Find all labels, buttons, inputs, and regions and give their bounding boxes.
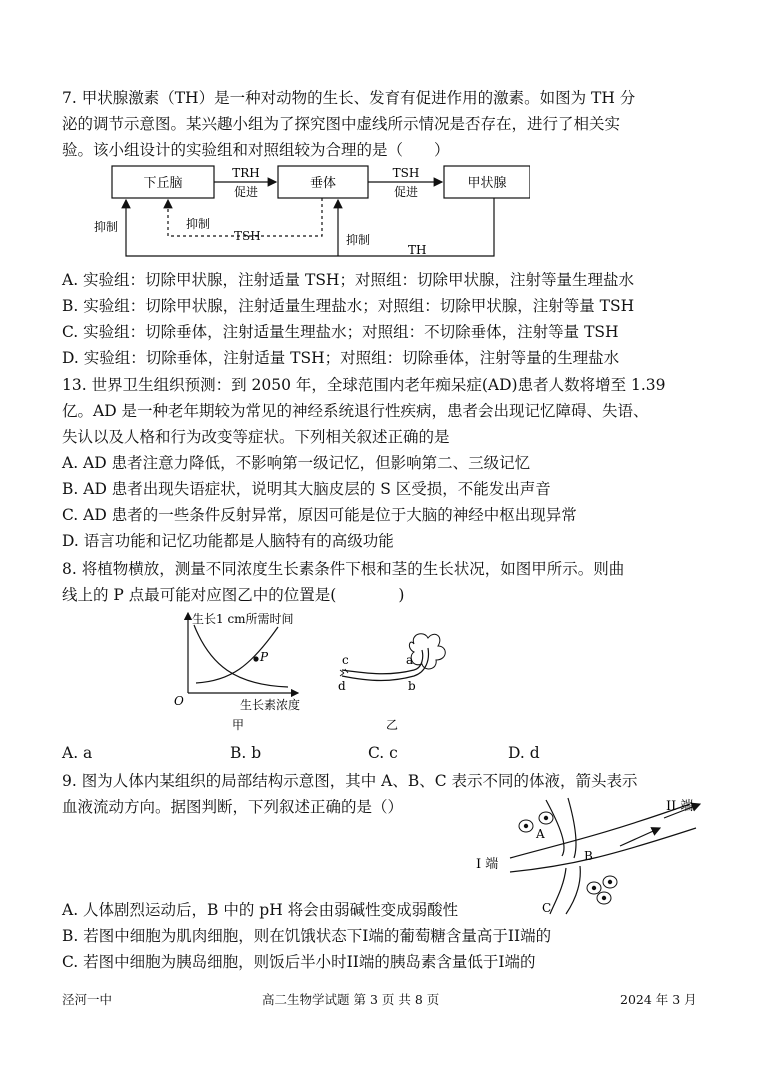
q9-option-a: A. 人体剧烈运动后，B 中的 pH 将会由弱碱性变成弱酸性 xyxy=(62,901,459,919)
plant-label-b: b xyxy=(408,679,416,693)
tsh-label: TSH xyxy=(392,166,420,180)
q7-stem-line-1: 7. 甲状腺激素（TH）是一种对动物的生长、发育有促进作用的激素。如图为 TH 分 xyxy=(62,89,636,107)
q7-option-a: A. 实验组：切除甲状腺，注射适量 TSH；对照组：切除甲状腺，注射等量生理盐水 xyxy=(62,271,634,289)
curve-decreasing xyxy=(194,625,288,687)
footer-page: 高二生物学试题 第 3 页 共 8 页 xyxy=(262,992,440,1007)
trh-label: TRH xyxy=(232,166,260,180)
q8-stem-line-1: 8. 将植物横放，测量不同浓度生长素条件下根和茎的生长状况，如图甲所示。则曲 xyxy=(62,560,625,578)
inhibit-label-dashed: 抑制 xyxy=(186,217,211,231)
q7-stem-line-2: 泌的调节示意图。某兴趣小组为了探究图中虚线所示情况是否存在，进行了相关实 xyxy=(62,115,621,133)
inhibit-label-left: 抑制 xyxy=(94,220,119,234)
point-p xyxy=(253,656,258,661)
q8-option-c: C. c xyxy=(368,744,398,762)
q13-option-c: C. AD 患者的一些条件反射异常，原因可能是位于大脑的神经中枢出现异常 xyxy=(62,506,577,524)
q13-option-a: A. AD 患者注意力降低，不影响第一级记忆，但影响第二、三级记忆 xyxy=(62,454,531,472)
q13-option-b: B. AD 患者出现失语症状，说明其大脑皮层的 S 区受损，不能发出声音 xyxy=(62,480,551,498)
tissue-structure-diagram xyxy=(470,796,706,918)
plant-label-d: d xyxy=(338,679,346,693)
end-1-label: I 端 xyxy=(476,857,499,872)
promote-label-2: 促进 xyxy=(393,185,419,199)
end-2-label: II 端 xyxy=(666,799,694,814)
q13-stem-line-3: 失认以及人格和行为改变等症状。下列相关叙述正确的是 xyxy=(62,428,450,446)
hypothalamus-label: 下丘脑 xyxy=(143,176,183,191)
q13-stem-line-2: 亿。AD 是一种老年期较为常见的神经系统退行性疾病，患者会出现记忆障碍、失语、 xyxy=(62,402,649,420)
th-label: TH xyxy=(408,243,427,257)
point-p-label: P xyxy=(260,650,269,664)
th-regulation-diagram xyxy=(90,160,530,266)
graph-origin: O xyxy=(174,694,184,708)
q7-option-b: B. 实验组：切除甲状腺，注射适量生理盐水；对照组：切除甲状腺，注射等量 TSH xyxy=(62,297,635,315)
graph-caption: 甲 xyxy=(232,718,245,732)
horizontal-plant-diagram xyxy=(330,630,460,735)
plant-label-c: c xyxy=(342,653,349,667)
q13-stem-line-1: 13. 世界卫生组织预测：到 2050 年，全球范围内老年痴呆症(AD)患者人数将增至 1.39 xyxy=(62,376,666,394)
promote-label-1: 促进 xyxy=(233,185,259,199)
q7-option-c: C. 实验组：切除垂体，注射适量生理盐水；对照组：不切除垂体，注射等量 TSH xyxy=(62,323,619,341)
tsh-dashed-label: TSH xyxy=(234,229,261,243)
thyroid-label: 甲状腺 xyxy=(467,176,507,191)
plant-caption: 乙 xyxy=(386,718,399,732)
q9-stem-line-1: 9. 图为人体内某组织的局部结构示意图，其中 A、B、C 表示不同的体液，箭头表示 xyxy=(62,772,638,790)
q8-option-d: D. d xyxy=(508,744,540,762)
label-b: B xyxy=(584,849,593,863)
footer-school: 泾河一中 xyxy=(62,992,113,1007)
q8-stem-line-2: 线上的 P 点最可能对应图乙中的位置是( ) xyxy=(62,586,405,604)
q8-option-a: A. a xyxy=(62,744,93,762)
q8-option-b: B. b xyxy=(230,744,262,762)
capillary-branch xyxy=(550,866,580,914)
q7-stem-line-3: 验。该小组设计的实验组和对照组较为合理的是（ ） xyxy=(62,141,450,159)
graph-xlabel: 生长素浓度 xyxy=(240,698,301,712)
q9-stem-line-2: 血液流动方向。据图判断，下列叙述正确的是（） xyxy=(62,798,404,816)
label-a: A xyxy=(536,827,545,841)
footer-date: 2024 年 3 月 xyxy=(620,992,697,1007)
q13-option-d: D. 语言功能和记忆功能都是人脑特有的高级功能 xyxy=(62,532,394,550)
graph-ylabel: 生长1 cm所需时间 xyxy=(192,612,294,626)
plant-label-a: a xyxy=(406,653,414,667)
label-c: C xyxy=(542,901,552,915)
auxin-graph xyxy=(170,605,330,735)
lymph-vessel xyxy=(546,798,576,858)
pituitary-label: 垂体 xyxy=(309,176,337,191)
q9-option-c: C. 若图中细胞为胰岛细胞，则饭后半小时II端的胰岛素含量低于I端的 xyxy=(62,953,536,971)
q7-option-d: D. 实验组：切除垂体，注射适量 TSH；对照组：切除垂体，注射等量的生理盐水 xyxy=(62,349,620,367)
inhibit-label-th: 抑制 xyxy=(346,233,371,247)
q9-option-b: B. 若图中细胞为肌肉细胞，则在饥饿状态下I端的葡萄糖含量高于II端的 xyxy=(62,927,552,945)
